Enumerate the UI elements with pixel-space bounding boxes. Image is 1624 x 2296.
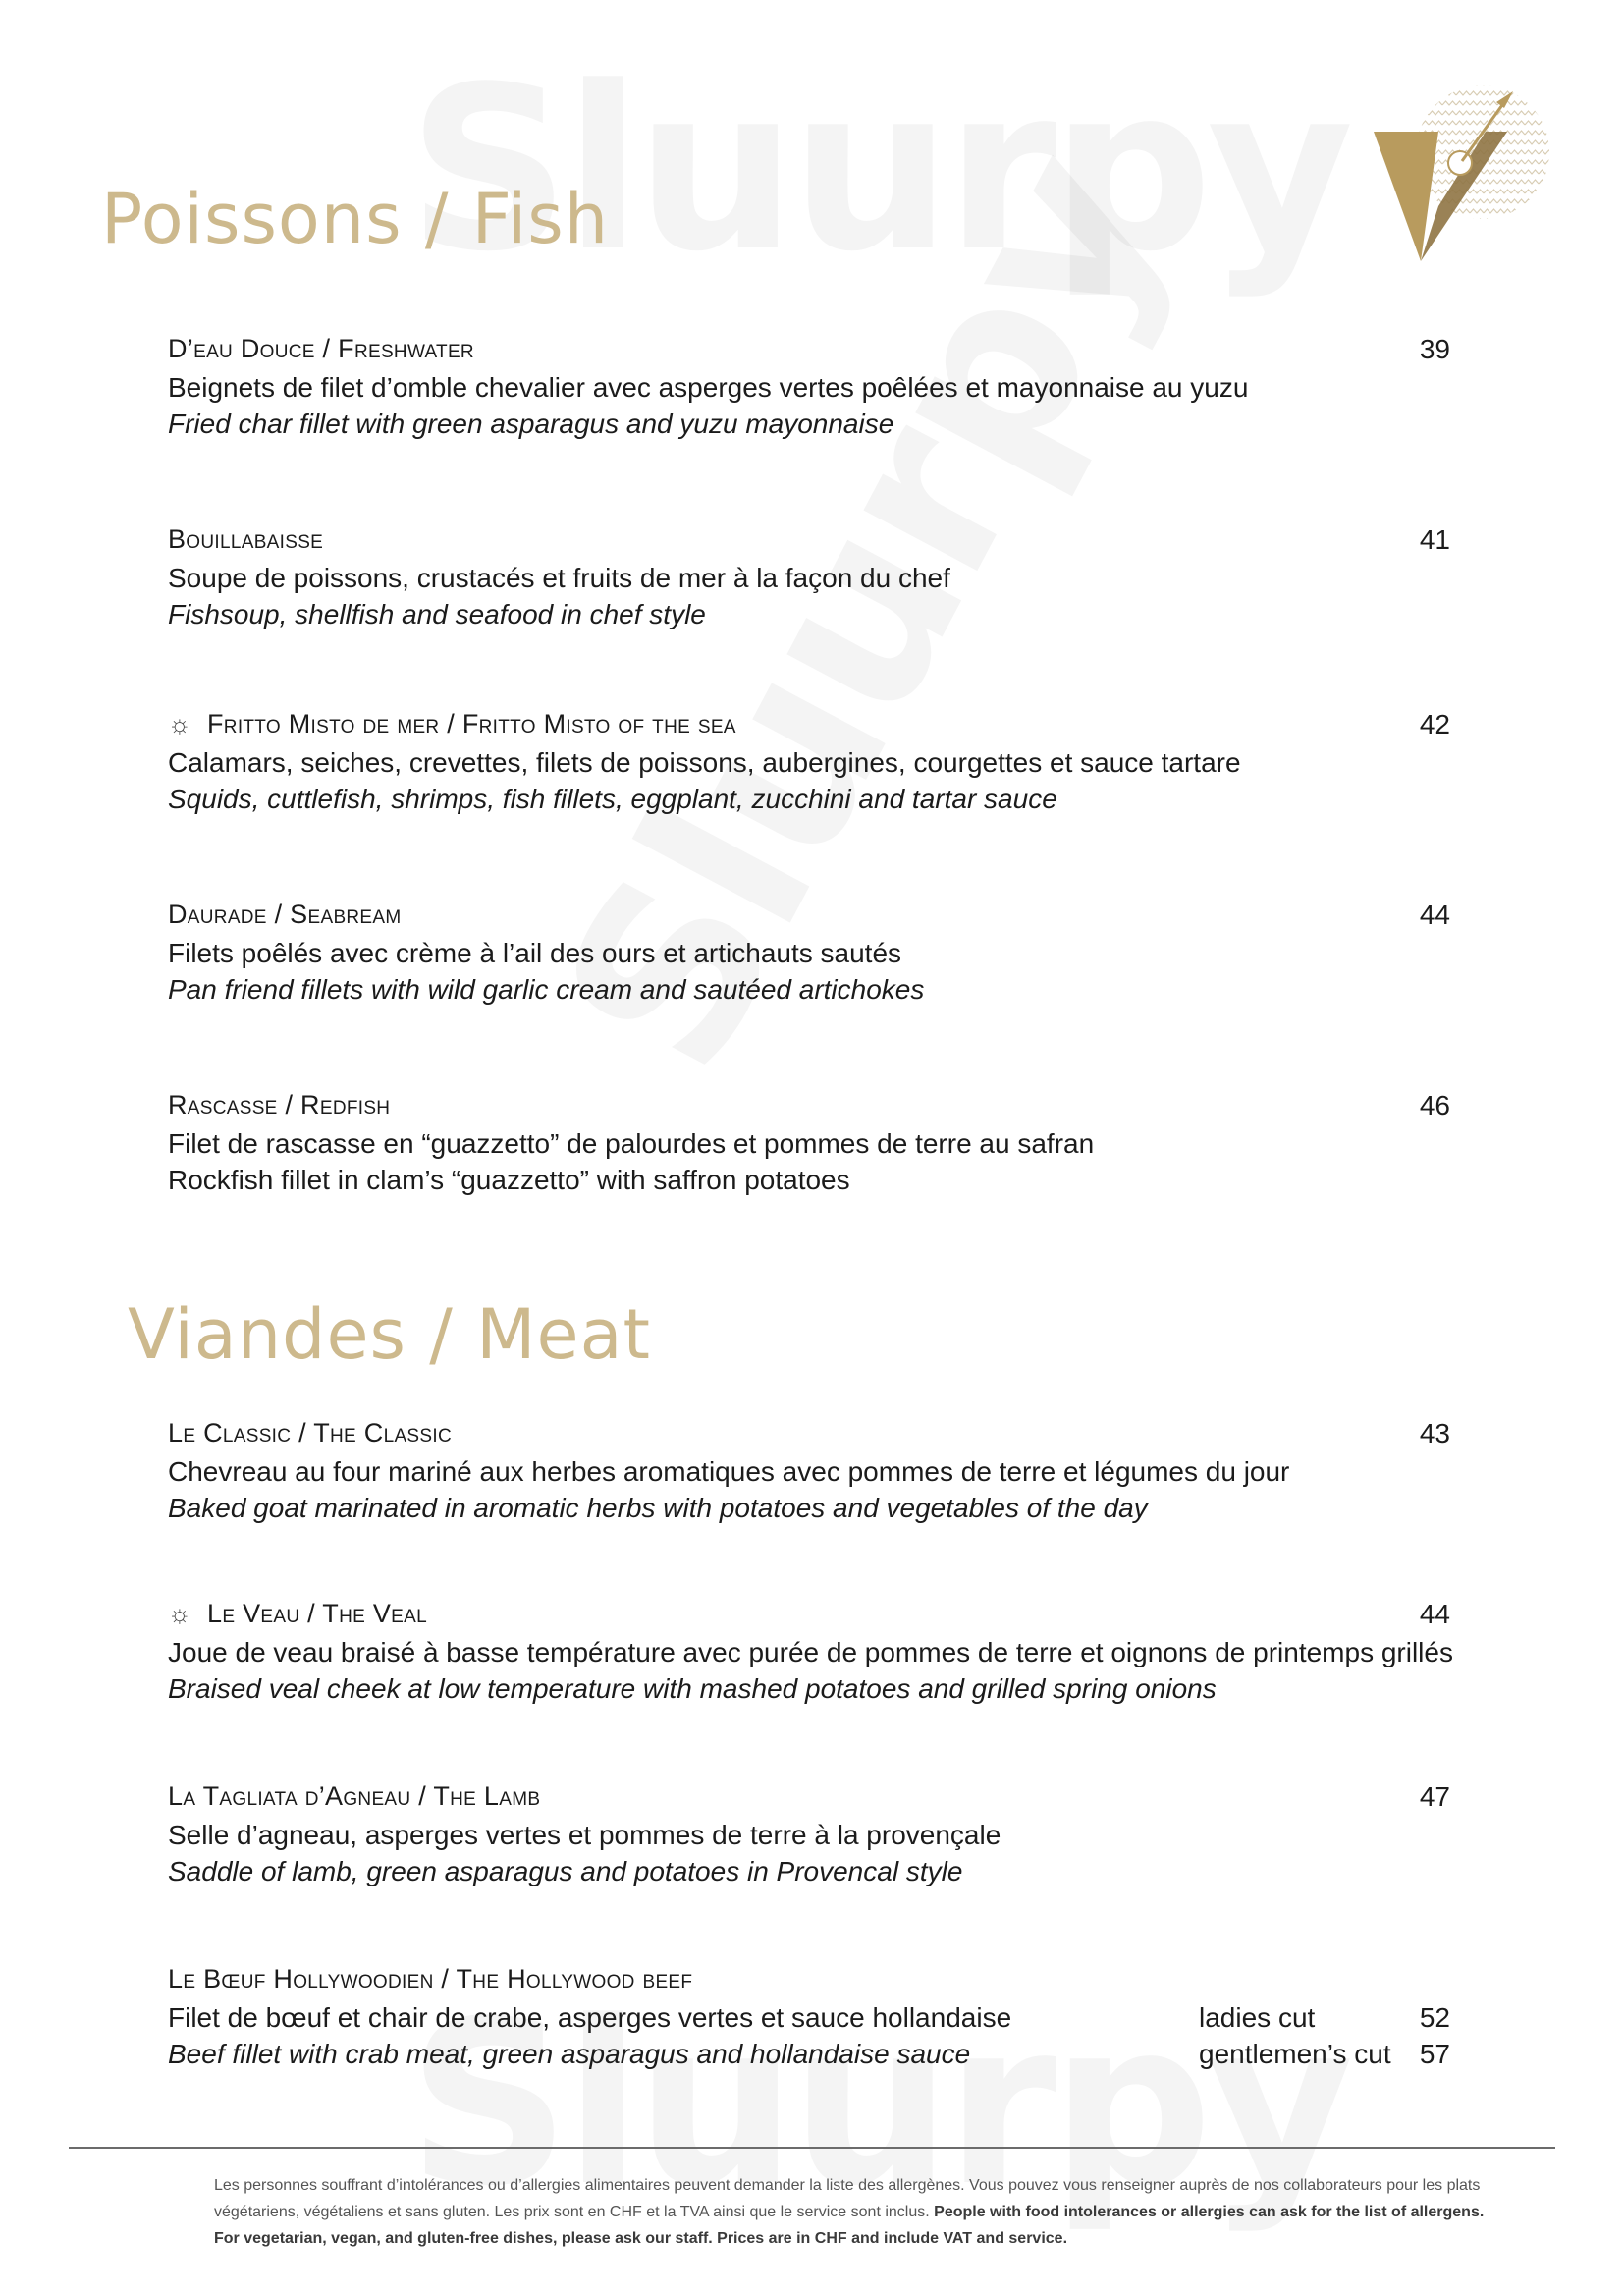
dish-description-fr: Calamars, seiches, crevettes, filets de poissons, aubergines, courgettes et sauce tartare [168,747,1241,778]
dish-description-en: Fishsoup, shellfish and seafood in chef style [168,599,706,629]
section-title-fish: Poissons / Fish [101,179,610,259]
restaurant-logo [1360,79,1556,275]
dish-bouillabaisse [168,524,1464,632]
dish-description-en: Fried char fillet with green asparagus and yuzu mayonnaise [168,409,894,439]
dish-price: 41 [1419,524,1450,555]
sun-icon: ☼ [168,709,191,738]
dish-description-fr: Beignets de filet d’omble chevalier avec asperges vertes poêlées et mayonnaise au yuzu [168,372,1249,403]
dish-price: 39 [1419,334,1450,364]
dish-description-fr [168,1999,1464,2036]
dish-description-en: Pan friend fillets with wild garlic cream and sautéed artichokes [168,974,925,1005]
dish-price: 47 [1419,1781,1450,1812]
dish-description-en: Rockfish fillet in clam’s “guazzetto” with saffron potatoes [168,1165,850,1195]
dish-name: Daurade / Seabream [168,900,402,929]
dish-name: La Tagliata d’Agneau / The Lamb [168,1781,541,1811]
dish-description-en: Baked goat marinated in aromatic herbs with potatoes and vegetables of the day [168,1493,1148,1523]
dish-name: Rascasse / Redfish [168,1090,391,1120]
dish-description-fr: Filets poêlés avec crème à l’ail des ours et artichauts sautés [168,938,902,968]
dish-description-fr: Chevreau au four mariné aux herbes aromatiques avec pommes de terre et légumes du jour [168,1456,1290,1487]
dish-description-en: Braised veal cheek at low temperature with mashed potatoes and grilled spring onions [168,1673,1217,1704]
dish-price: 43 [1419,1418,1450,1449]
dish-price: 42 [1419,709,1450,739]
cut-label-ladies: ladies cut [1199,2002,1316,2033]
footer-divider [69,2147,1555,2149]
dish-classic [168,1418,1464,1526]
dish-description-en: Saddle of lamb, green asparagus and potatoes in Provencal style [168,1856,963,1886]
dish-hollywood-beef [168,1964,1464,2072]
dish-price: 46 [1419,1090,1450,1121]
dish-name: D’eau Douce / Freshwater [168,334,474,363]
dish-description-fr: Soupe de poissons, crustacés et fruits de mer à la façon du chef [168,563,950,593]
dish-name: Le Bœuf Hollywoodien / The Hollywood beef [168,1964,693,1994]
dish-description-fr: Selle d’agneau, asperges vertes et pommes de terre à la provençale [168,1820,1001,1850]
watermark-top [407,39,1348,301]
dish-name: Fritto Misto de mer / Fritto Misto of the sea [207,709,736,738]
dish-description-en-text: Beef fillet with crab meat, green asparagus and hollandaise sauce [168,2039,971,2069]
dish-description-fr: Filet de rascasse en “guazzetto” de palourdes et pommes de terre au safran [168,1128,1095,1159]
dish-lamb [168,1781,1464,1889]
allergen-notice-en: People with food intolerances or allergies can ask for the list of allergens. For vegetarian, vegan, and gluten-free dishes, please ask our staff. Prices are in CHF and include VAT and service. [214,2204,1485,2247]
dish-redfish [168,1090,1464,1198]
cut-price-ladies: 52 [1419,2002,1450,2033]
dish-fritto-misto [168,709,1464,817]
section-title-meat: Viandes / Meat [128,1294,651,1375]
cut-price-gentlemen: 57 [1419,2039,1450,2069]
allergen-notice-fr: Les personnes souffrant d’intolérances ou d’allergies alimentaires peuvent demander la liste des allergènes. Vous pouvez vous renseigner auprès de nos collaborateurs pour les plats végétariens, végétaliens et sans gluten. Les prix sont en CHF et la TVA ainsi que le service sont inclus. [214,2177,1481,2220]
dish-veal [168,1599,1464,1707]
dish-description-fr-text: Filet de bœuf et chair de crabe, asperges vertes et sauce hollandaise [168,2002,1012,2033]
dish-name: Le Veau / The Veal [207,1599,427,1628]
dish-seabream [168,900,1464,1008]
sun-icon: ☼ [168,1599,191,1628]
cut-label-gentlemen: gentlemen’s cut [1199,2039,1391,2069]
dish-name: Bouillabaisse [168,524,324,554]
dish-freshwater [168,334,1464,442]
allergen-notice [214,2172,1510,2252]
dish-description-fr: Joue de veau braisé à basse température avec purée de pommes de terre et oignons de printemps grillés [168,1637,1453,1667]
dish-price: 44 [1419,900,1450,930]
dish-description-en: Squids, cuttlefish, shrimps, fish fillets, eggplant, zucchini and tartar sauce [168,784,1057,814]
dish-name: Le Classic / The Classic [168,1418,452,1448]
dish-price: 44 [1419,1599,1450,1629]
dish-description-en [168,2036,1464,2072]
